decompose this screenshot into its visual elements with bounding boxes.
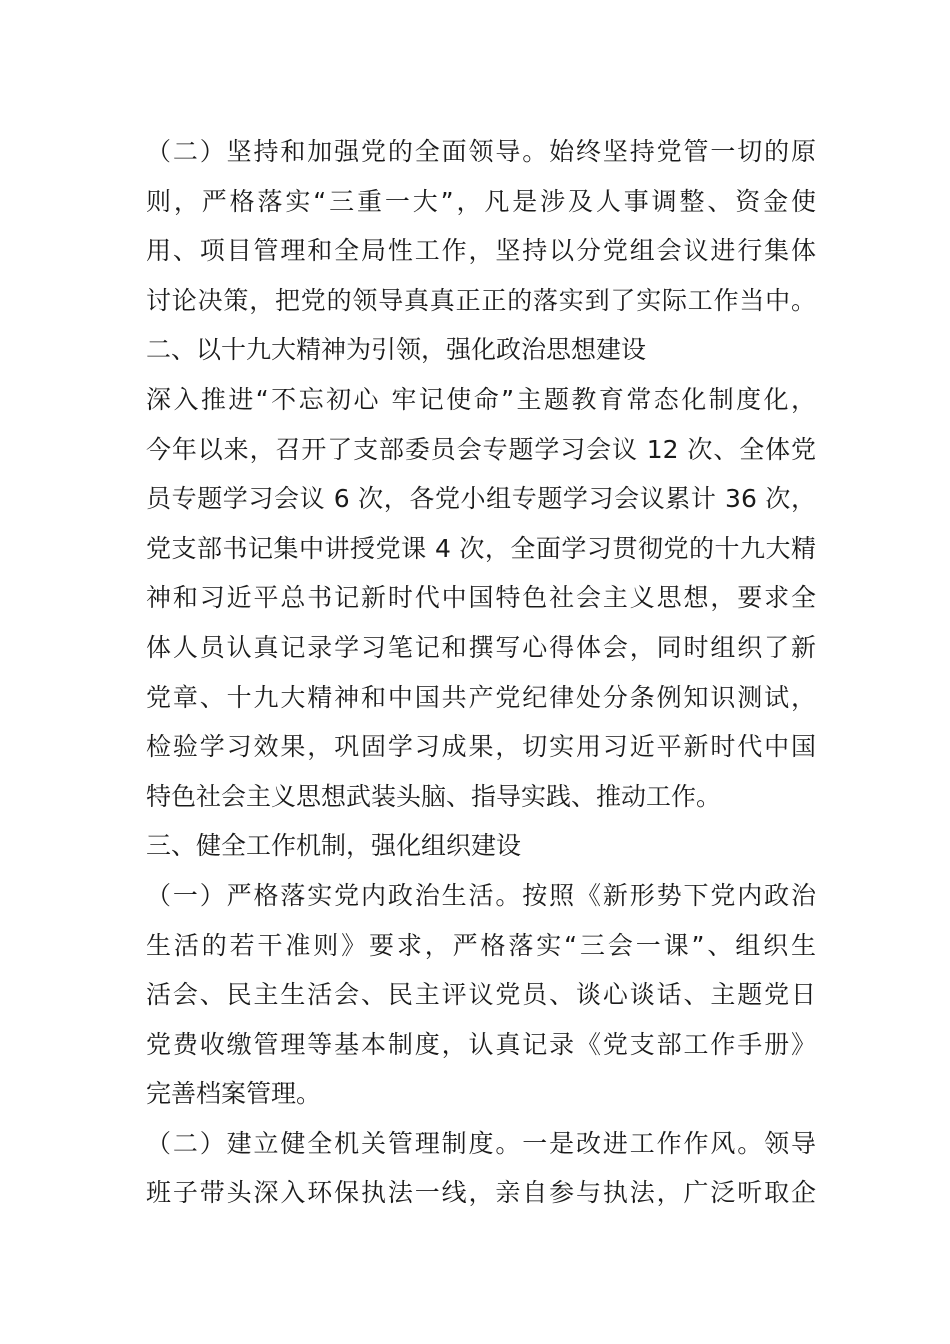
text-line: 讨论决策，把党的领导真真正正的落实到了实际工作当中。 xyxy=(146,285,816,315)
text-line: 今年以来，召开了支部委员会专题学习会议 12 次、全体党 xyxy=(146,434,816,464)
text-line: 体人员认真记录学习笔记和撰写心得体会，同时组织了新 xyxy=(146,632,816,662)
text-line: 完善档案管理。 xyxy=(146,1079,322,1109)
text-line: 班子带头深入环保执法一线，亲自参与执法，广泛听取企 xyxy=(146,1178,816,1208)
text-line: （一）严格落实党内政治生活。按照《新形势下党内政治 xyxy=(146,880,816,910)
text-line: 深入推进“不忘初心 牢记使命”主题教育常态化制度化， xyxy=(146,384,816,414)
section-heading: 三、健全工作机制，强化组织建设 xyxy=(146,831,522,861)
section-heading: 二、以十九大精神为引领，强化政治思想建设 xyxy=(146,335,647,365)
text-line: 生活的若干准则》要求，严格落实“三会一课”、组织生 xyxy=(146,930,816,960)
document-body xyxy=(146,127,816,1218)
text-line: 特色社会主义思想武装头脑、指导实践、推动工作。 xyxy=(146,781,722,811)
text-line: 党支部书记集中讲授党课 4 次，全面学习贯彻党的十九大精 xyxy=(146,533,816,563)
text-line: 员专题学习会议 6 次，各党小组专题学习会议累计 36 次， xyxy=(146,484,816,514)
text-line: （二）坚持和加强党的全面领导。始终坚持党管一切的原 xyxy=(146,137,816,166)
text-line: 党费收缴管理等基本制度，认真记录《党支部工作手册》 xyxy=(146,1029,816,1059)
text-line: （二）建立健全机关管理制度。一是改进工作作风。领导 xyxy=(146,1128,816,1158)
text-line: 活会、民主生活会、民主评议党员、谈心谈话、主题党日 xyxy=(146,980,816,1010)
text-line: 神和习近平总书记新时代中国特色社会主义思想，要求全 xyxy=(146,583,816,613)
text-line: 则，严格落实“三重一大”，凡是涉及人事调整、资金使 xyxy=(146,186,816,216)
text-line: 党章、十九大精神和中国共产党纪律处分条例知识测试， xyxy=(146,682,816,712)
text-line: 用、项目管理和全局性工作，坚持以分党组会议进行集体 xyxy=(146,236,816,266)
text-line: 检验学习效果，巩固学习成果，切实用习近平新时代中国 xyxy=(146,732,816,762)
